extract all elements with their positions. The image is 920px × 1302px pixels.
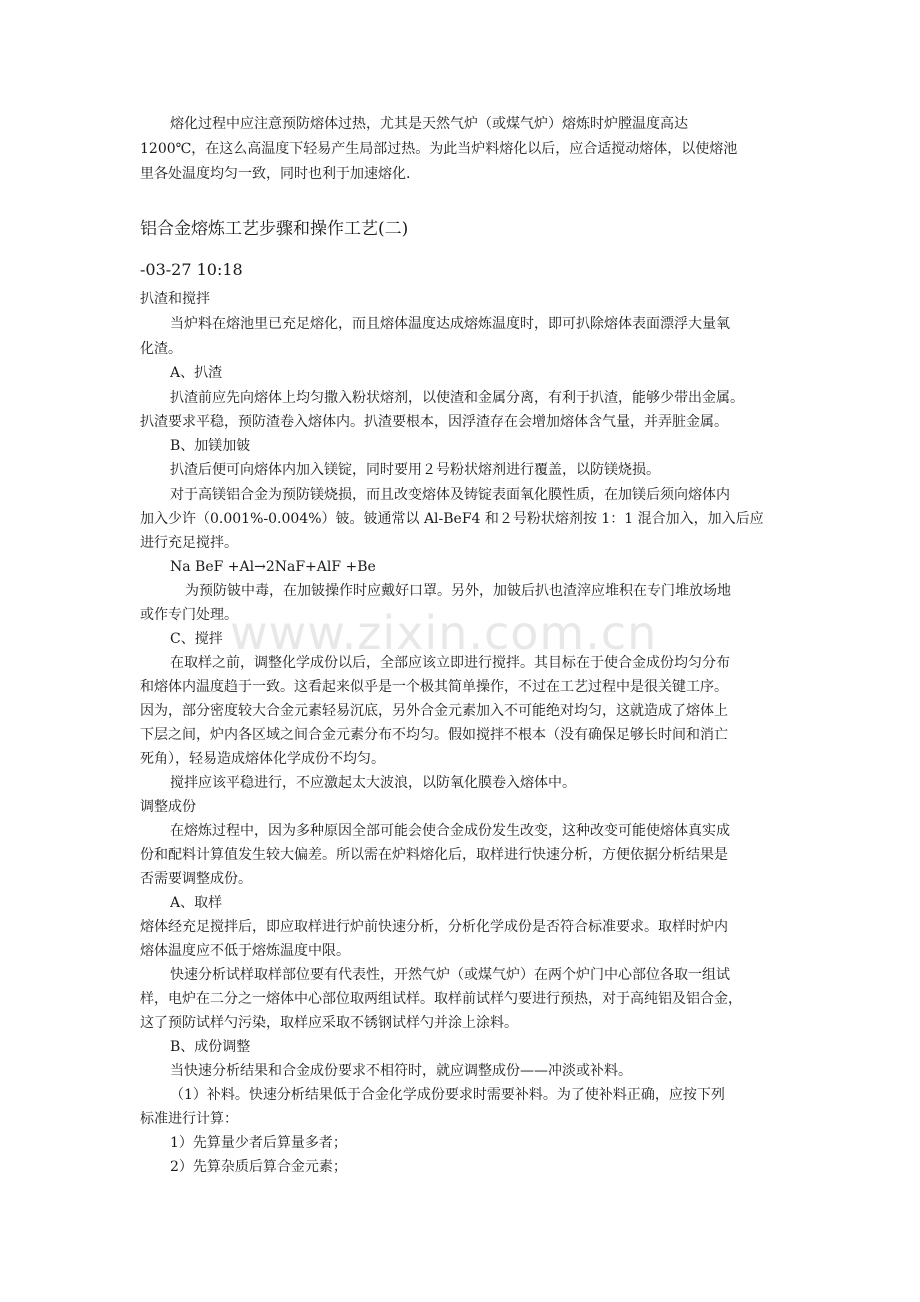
paragraph-line: 在取样之前，调整化学成份以后，全部应该立即进行搅拌。其目标在于使合金成份均匀分布 [170,655,730,671]
paragraph-line: 这了预防试样勺污染，取样应采取不锈钢试样勺并涂上涂料。 [140,1015,518,1031]
paragraph-line: 当快速分析结果和合金成份要求不相符时，就应调整成份——冲淡或补料。 [170,1063,632,1079]
paragraph-line: 下层之间，炉内各区域之间合金元素分布不均匀。假如搅拌不根本（没有确保足够长时间和消亡 [140,727,728,743]
paragraph-line: 加入少许（0.001%-0.004%）铍。铍通常以 Al-BeF4 和２号粉状熔剂按 1：1 混合加入，加入后应 [140,511,764,527]
article-title: 铝合金熔炼工艺步骤和操作工艺(二) [140,219,409,239]
paragraph-line: 份和配料计算值发生较大偏差。所以需在炉料熔化后，取样进行快速分析，方便依据分析结果是 [140,847,728,863]
paragraph-line: （1）补料。快速分析结果低于合金化学成份要求时需要补料。为了使补料正确，应按下列 [170,1087,725,1103]
intro-line: 里各处温度均匀一致，同时也利于加速熔化. [140,166,411,182]
subsection-heading: A、取样 [170,895,223,911]
paragraph-line: 熔体温度应不低于熔炼温度中限。 [140,943,350,959]
chemical-formula: Na BeF +Al→2NaF+AlF +Be [170,559,376,575]
paragraph-line: 为预防铍中毒，在加铍操作时应戴好口罩。另外，加铍后扒也渣滓应堆积在专门堆放场地 [185,583,731,599]
paragraph-line: 熔体经充足搅拌后，即应取样进行炉前快速分析，分析化学成份是否符合标准要求。取样时炉内 [140,919,728,935]
list-item: 2）先算杂质后算合金元素； [170,1159,347,1175]
paragraph-line: 扒渣前应先向熔体上均匀撒入粉状熔剂，以使渣和金属分离，有利于扒渣，能够少带出金属。 [170,390,744,406]
paragraph-line: 死角），轻易造成熔体化学成份不均匀。 [140,751,385,767]
subsection-heading: B、加镁加铍 [170,438,251,454]
intro-line: 熔化过程中应注意预防熔体过热，尤其是天然气炉（或煤气炉）熔炼时炉膛温度高达 [170,116,688,132]
paragraph-line: 进行充足搅拌。 [140,535,238,551]
paragraph-line: 在熔炼过程中，因为多种原因全部可能会使合金成份发生改变，这种改变可能使熔体真实成 [170,823,730,839]
subsection-heading: A、扒渣 [170,365,223,381]
paragraph-line: 搅拌应该平稳进行，不应激起太大波浪，以防氧化膜卷入熔体中。 [170,775,576,791]
intro-line: 1200℃，在这么高温度下轻易产生局部过热。为此当炉料熔化以后，应合适搅动熔体，以使熔池 [140,141,738,157]
list-item: 1）先算量少者后算量多者； [170,1135,347,1151]
paragraph-line: 标准进行计算： [140,1111,238,1127]
section-heading: 调整成份 [140,799,196,815]
subsection-heading: B、成份调整 [170,1039,251,1055]
paragraph-line: 化渣。 [140,341,182,357]
paragraph-line: 扒渣要求平稳，预防渣卷入熔体内。扒渣要根本，因浮渣存在会增加熔体含气量，并弄脏金属。 [140,414,728,430]
paragraph-line: 和熔体内温度趋于一致。这看起来似乎是一个极其简单操作，不过在工艺过程中是很关键工序。 [140,679,728,695]
section-heading: 扒渣和搅拌 [140,291,210,307]
paragraph-line: 当炉料在熔池里已充足熔化，而且熔体温度达成熔炼温度时，即可扒除熔体表面漂浮大量氧 [170,316,730,332]
paragraph-line: 或作专门处理。 [140,607,238,623]
paragraph-line: 否需要调整成份。 [140,871,252,887]
paragraph-line: 样，电炉在二分之一熔体中心部位取两组试样。取样前试样勺要进行预热，对于高纯铝及铝合金， [140,991,742,1007]
paragraph-line: 快速分析试样取样部位要有代表性，开然气炉（或煤气炉）在两个炉门中心部位各取一组试 [170,967,730,983]
paragraph-line: 扒渣后便可向熔体内加入镁锭，同时要用２号粉状熔剂进行覆盖，以防镁烧损。 [170,462,660,478]
paragraph-line: 对于高镁铝合金为预防镁烧损，而且改变熔体及铸锭表面氧化膜性质，在加镁后须向熔体内 [170,487,730,503]
subsection-heading: C、搅拌 [170,631,223,647]
watermark: www.zixin.com.cn [230,606,658,660]
article-timestamp: -03-27 10:18 [140,260,243,279]
paragraph-line: 因为，部分密度较大合金元素轻易沉底，另外合金元素加入不可能绝对均匀，这就造成了熔体上 [140,703,728,719]
